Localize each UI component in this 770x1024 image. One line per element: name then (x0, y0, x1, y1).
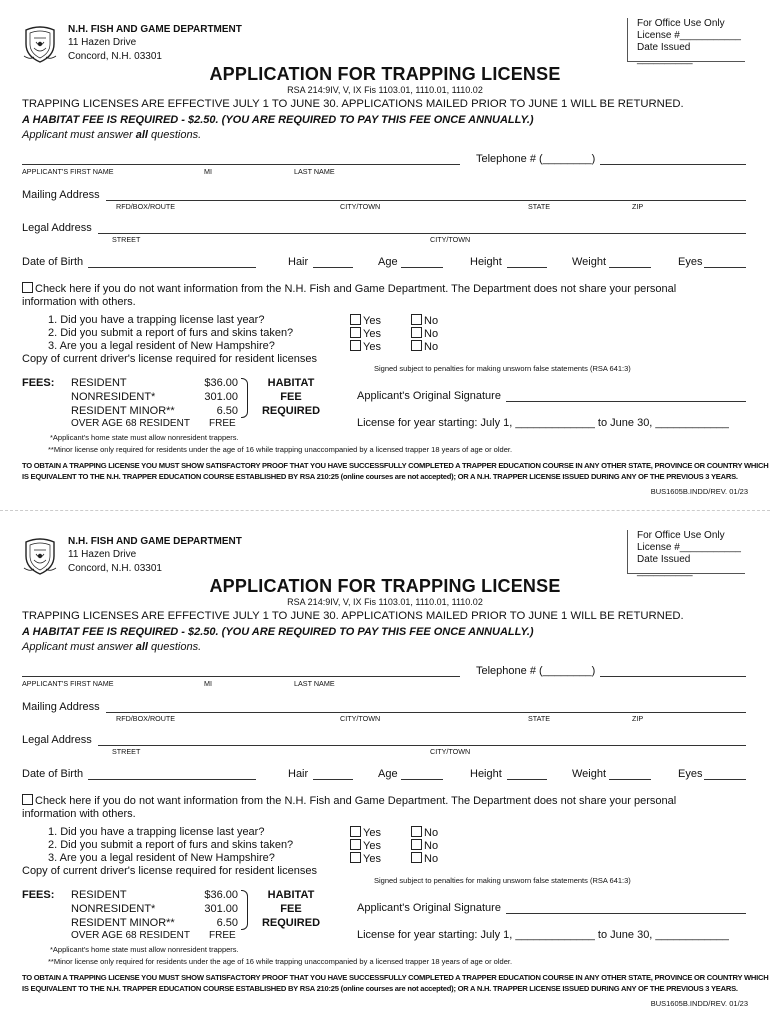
mailing-city-caption: CITY/TOWN (340, 714, 381, 723)
q2-yes[interactable]: Yes (350, 327, 381, 340)
office-license-number: License #___________ (637, 30, 741, 41)
dob-label: Date of Birth (22, 256, 84, 268)
fee-minor-amount: 6.50 (216, 917, 238, 929)
weight-line[interactable] (609, 779, 651, 780)
answer-all-notice: Applicant must answer all questions. (22, 129, 202, 141)
mailing-city-caption: CITY/TOWN (340, 202, 381, 211)
rfd-caption: RFD/BOX/ROUTE (116, 202, 176, 211)
opt-out-row (22, 794, 752, 807)
street-caption: STREET (112, 235, 141, 244)
q1-yes-checkbox[interactable] (350, 314, 361, 325)
fee-over68-label: OVER AGE 68 RESIDENT (71, 930, 190, 941)
fee-minor-label: RESIDENT MINOR** (71, 917, 175, 929)
first-name-caption: APPLICANT'S FIRST NAME (22, 679, 114, 688)
education-requirement-2: IS EQUIVALENT TO THE N.H. TRAPPER EDUCATION COURSE ESTABLISHED BY RSA 210:25 (online courses are not accepted); OR A N.H. TRAPPER LICENSE ISSUED DURING ANY OF THE PREVIOUS 3 YEARS. (22, 472, 738, 481)
q2-no[interactable]: No (411, 327, 438, 340)
q3-yes-checkbox[interactable] (350, 340, 361, 351)
telephone-line[interactable] (600, 676, 746, 677)
fee-nonresident-label: NONRESIDENT* (71, 391, 156, 403)
q1-no[interactable]: No (411, 314, 438, 327)
fee-nonresident-amount: 301.00 (204, 391, 238, 403)
fee-nonresident-amount: 301.00 (204, 903, 238, 915)
answer-all-notice: Applicant must answer all questions. (22, 641, 202, 653)
q1-yes[interactable]: Yes (350, 826, 381, 839)
opt-out-row (22, 282, 752, 295)
rsa-reference: RSA 214:9IV, V, IX Fis 1103.01, 1110.01, 1110.02 (287, 85, 483, 95)
fee-over68-amount: FREE (209, 418, 236, 429)
fee-over68-label: OVER AGE 68 RESIDENT (71, 418, 190, 429)
eyes-label: Eyes (678, 768, 703, 780)
q2-yes-checkbox[interactable] (350, 327, 361, 338)
fees-label: FEES: (22, 377, 55, 389)
opt-out-text-cont: information with others. (22, 808, 136, 820)
fee-names (71, 888, 175, 930)
q1-no[interactable]: No (411, 826, 438, 839)
department-city: Concord, N.H. 03301 (68, 51, 162, 62)
license-year-field[interactable]: License for year starting: July 1, _____________ to June 30, ____________ (357, 929, 729, 941)
fee-resident-amount: $36.00 (204, 889, 238, 901)
mi-caption: MI (204, 679, 212, 688)
eyes-line[interactable] (704, 779, 746, 780)
q1-yes-checkbox[interactable] (350, 826, 361, 837)
dob-line[interactable] (88, 779, 256, 780)
department-name: N.H. FISH AND GAME DEPARTMENT (68, 24, 242, 35)
application-form-bottom (0, 512, 770, 1024)
zip-caption: ZIP (632, 714, 644, 723)
hair-label: Hair (288, 768, 309, 780)
dob-label: Date of Birth (22, 768, 84, 780)
height-line[interactable] (507, 779, 547, 780)
q3-yes[interactable]: Yes (350, 852, 381, 865)
legal-address-line[interactable] (98, 745, 746, 746)
legal-city-caption: CITY/TOWN (430, 235, 471, 244)
signature-line[interactable] (506, 401, 746, 402)
office-use-box (627, 530, 745, 577)
height-line[interactable] (507, 267, 547, 268)
weight-line[interactable] (609, 267, 651, 268)
office-use-box (627, 18, 745, 65)
department-name: N.H. FISH AND GAME DEPARTMENT (68, 536, 242, 547)
office-date-issued: Date Issued __________ (637, 42, 693, 65)
fee-resident-label: RESIDENT (71, 377, 127, 389)
weight-label: Weight (572, 768, 607, 780)
question-3: 3. Are you a legal resident of New Hampshire? (48, 852, 275, 864)
fee-over68-amount: FREE (209, 930, 236, 941)
last-name-caption: LAST NAME (294, 679, 335, 688)
signed-penalty-note: Signed subject to penalties for making unsworn false statements (RSA 641:3) (374, 364, 631, 373)
hair-line[interactable] (313, 267, 353, 268)
fees-label: FEES: (22, 889, 55, 901)
q2-no-checkbox[interactable] (411, 327, 422, 338)
revision-code: BUS1605B.INDD/REV. 01/23 (650, 999, 748, 1008)
fee-amounts (190, 376, 238, 418)
question-3: 3. Are you a legal resident of New Hampshire? (48, 340, 275, 352)
zip-caption: ZIP (632, 202, 644, 211)
habitat-fee-required: HABITAT FEE REQUIRED (261, 889, 321, 929)
telephone-label: Telephone # (________) (476, 153, 596, 165)
q2-no[interactable]: No (411, 839, 438, 852)
habitat-fee-required: HABITAT FEE REQUIRED (261, 377, 321, 417)
telephone-line[interactable] (600, 164, 746, 165)
q3-yes[interactable]: Yes (350, 340, 381, 353)
department-street: 11 Hazen Drive (68, 549, 137, 560)
signature-line[interactable] (506, 913, 746, 914)
education-requirement-1: TO OBTAIN A TRAPPING LICENSE YOU MUST SHOW SATISFACTORY PROOF THAT YOU HAVE SUCCESSFULLY COMPLETED A TRAPPER EDUCATION COURSE IN ANY OTHER STATE, PROVINCE OR COUNTRY WHICH (22, 461, 769, 470)
opt-out-checkbox[interactable] (22, 282, 33, 293)
q1-no-checkbox[interactable] (411, 826, 422, 837)
opt-out-checkbox[interactable] (22, 794, 33, 805)
q1-yes[interactable]: Yes (350, 314, 381, 327)
fee-minor-amount: 6.50 (216, 405, 238, 417)
office-license-number: License #___________ (637, 542, 741, 553)
mailing-address-label: Mailing Address (22, 701, 100, 713)
opt-out-text-cont: information with others. (22, 296, 136, 308)
state-caption: STATE (528, 714, 551, 723)
applicant-name-line[interactable] (22, 676, 460, 677)
q3-no[interactable]: No (411, 852, 438, 865)
rfd-caption: RFD/BOX/ROUTE (116, 714, 176, 723)
hair-label: Hair (288, 256, 309, 268)
department-city: Concord, N.H. 03301 (68, 563, 162, 574)
fee-brace (241, 890, 248, 930)
telephone-label: Telephone # (________) (476, 665, 596, 677)
age-line[interactable] (401, 779, 443, 780)
habitat-fee-notice: A HABITAT FEE IS REQUIRED - $2.50. (YOU ARE REQUIRED TO PAY THIS FEE ONCE ANNUALLY.) (22, 626, 534, 638)
age-line[interactable] (401, 267, 443, 268)
education-requirement-2: IS EQUIVALENT TO THE N.H. TRAPPER EDUCATION COURSE ESTABLISHED BY RSA 210:25 (online courses are not accepted); OR A N.H. TRAPPER LICENSE ISSUED DURING ANY OF THE PREVIOUS 3 YEARS. (22, 984, 738, 993)
rsa-reference: RSA 214:9IV, V, IX Fis 1103.01, 1110.01, 1110.02 (287, 597, 483, 607)
weight-label: Weight (572, 256, 607, 268)
drivers-license-note: Copy of current driver's license required for resident licenses (22, 865, 317, 877)
nh-fish-game-seal-icon (22, 536, 58, 576)
q2-yes-checkbox[interactable] (350, 839, 361, 850)
age-label: Age (378, 768, 398, 780)
nh-fish-game-seal-icon (22, 24, 58, 64)
legal-address-line[interactable] (98, 233, 746, 234)
mailing-address-line[interactable] (106, 200, 746, 201)
habitat-fee-notice: A HABITAT FEE IS REQUIRED - $2.50. (YOU ARE REQUIRED TO PAY THIS FEE ONCE ANNUALLY.) (22, 114, 534, 126)
hair-line[interactable] (313, 779, 353, 780)
legal-city-caption: CITY/TOWN (430, 747, 471, 756)
mailing-address-label: Mailing Address (22, 189, 100, 201)
form-title: APPLICATION FOR TRAPPING LICENSE (209, 576, 561, 596)
q3-no[interactable]: No (411, 340, 438, 353)
question-1: 1. Did you have a trapping license last year? (48, 826, 265, 838)
fee-resident-label: RESIDENT (71, 889, 127, 901)
last-name-caption: LAST NAME (294, 167, 335, 176)
state-caption: STATE (528, 202, 551, 211)
q3-no-checkbox[interactable] (411, 852, 422, 863)
age-label: Age (378, 256, 398, 268)
form-title: APPLICATION FOR TRAPPING LICENSE (209, 64, 561, 84)
dob-line[interactable] (88, 267, 256, 268)
footnote-nonresident: *Applicant's home state must allow nonresident trappers. (50, 433, 239, 442)
footnote-nonresident: *Applicant's home state must allow nonresident trappers. (50, 945, 239, 954)
q3-yes-checkbox[interactable] (350, 852, 361, 863)
mi-caption: MI (204, 167, 212, 176)
applicant-name-line[interactable] (22, 164, 460, 165)
opt-out-text: Check here if you do not want information from the N.H. Fish and Game Department. The Department does not share your personal (35, 283, 677, 295)
q2-yes[interactable]: Yes (350, 839, 381, 852)
license-year-field[interactable]: License for year starting: July 1, _____________ to June 30, ____________ (357, 417, 729, 429)
opt-out-text: Check here if you do not want information from the N.H. Fish and Game Department. The Department does not share your personal (35, 795, 677, 807)
street-caption: STREET (112, 747, 141, 756)
signature-label: Applicant's Original Signature (357, 902, 501, 914)
cut-line-divider (0, 510, 770, 511)
footnote-minor: **Minor license only required for residents under the age of 16 while trapping unaccompanied by a licensed trapper 18 years of age or older. (48, 445, 513, 454)
fee-nonresident-label: NONRESIDENT* (71, 903, 156, 915)
signature-label: Applicant's Original Signature (357, 390, 501, 402)
eyes-line[interactable] (704, 267, 746, 268)
question-2: 2. Did you submit a report of furs and skins taken? (48, 327, 294, 339)
legal-address-label: Legal Address (22, 222, 92, 234)
question-2: 2. Did you submit a report of furs and skins taken? (48, 839, 294, 851)
q2-no-checkbox[interactable] (411, 839, 422, 850)
fee-amounts (190, 888, 238, 930)
office-use-title: For Office Use Only (637, 18, 725, 29)
fee-resident-amount: $36.00 (204, 377, 238, 389)
education-requirement-1: TO OBTAIN A TRAPPING LICENSE YOU MUST SHOW SATISFACTORY PROOF THAT YOU HAVE SUCCESSFULLY COMPLETED A TRAPPER EDUCATION COURSE IN ANY OTHER STATE, PROVINCE OR COUNTRY WHICH (22, 973, 769, 982)
height-label: Height (470, 768, 502, 780)
eyes-label: Eyes (678, 256, 703, 268)
question-1: 1. Did you have a trapping license last year? (48, 314, 265, 326)
drivers-license-note: Copy of current driver's license required for resident licenses (22, 353, 317, 365)
fee-brace (241, 378, 248, 418)
height-label: Height (470, 256, 502, 268)
first-name-caption: APPLICANT'S FIRST NAME (22, 167, 114, 176)
legal-address-label: Legal Address (22, 734, 92, 746)
revision-code: BUS1605B.INDD/REV. 01/23 (650, 487, 748, 496)
q3-no-checkbox[interactable] (411, 340, 422, 351)
office-use-title: For Office Use Only (637, 530, 725, 541)
q1-no-checkbox[interactable] (411, 314, 422, 325)
effective-notice: TRAPPING LICENSES ARE EFFECTIVE JULY 1 TO JUNE 30. APPLICATIONS MAILED PRIOR TO JUNE 1 WILL BE RETURNED. (22, 98, 684, 110)
fee-minor-label: RESIDENT MINOR** (71, 405, 175, 417)
mailing-address-line[interactable] (106, 712, 746, 713)
signed-penalty-note: Signed subject to penalties for making unsworn false statements (RSA 641:3) (374, 876, 631, 885)
office-date-issued: Date Issued __________ (637, 554, 693, 577)
department-street: 11 Hazen Drive (68, 37, 137, 48)
fee-names (71, 376, 175, 418)
effective-notice: TRAPPING LICENSES ARE EFFECTIVE JULY 1 TO JUNE 30. APPLICATIONS MAILED PRIOR TO JUNE 1 WILL BE RETURNED. (22, 610, 684, 622)
footnote-minor: **Minor license only required for residents under the age of 16 while trapping unaccompanied by a licensed trapper 18 years of age or older. (48, 957, 513, 966)
